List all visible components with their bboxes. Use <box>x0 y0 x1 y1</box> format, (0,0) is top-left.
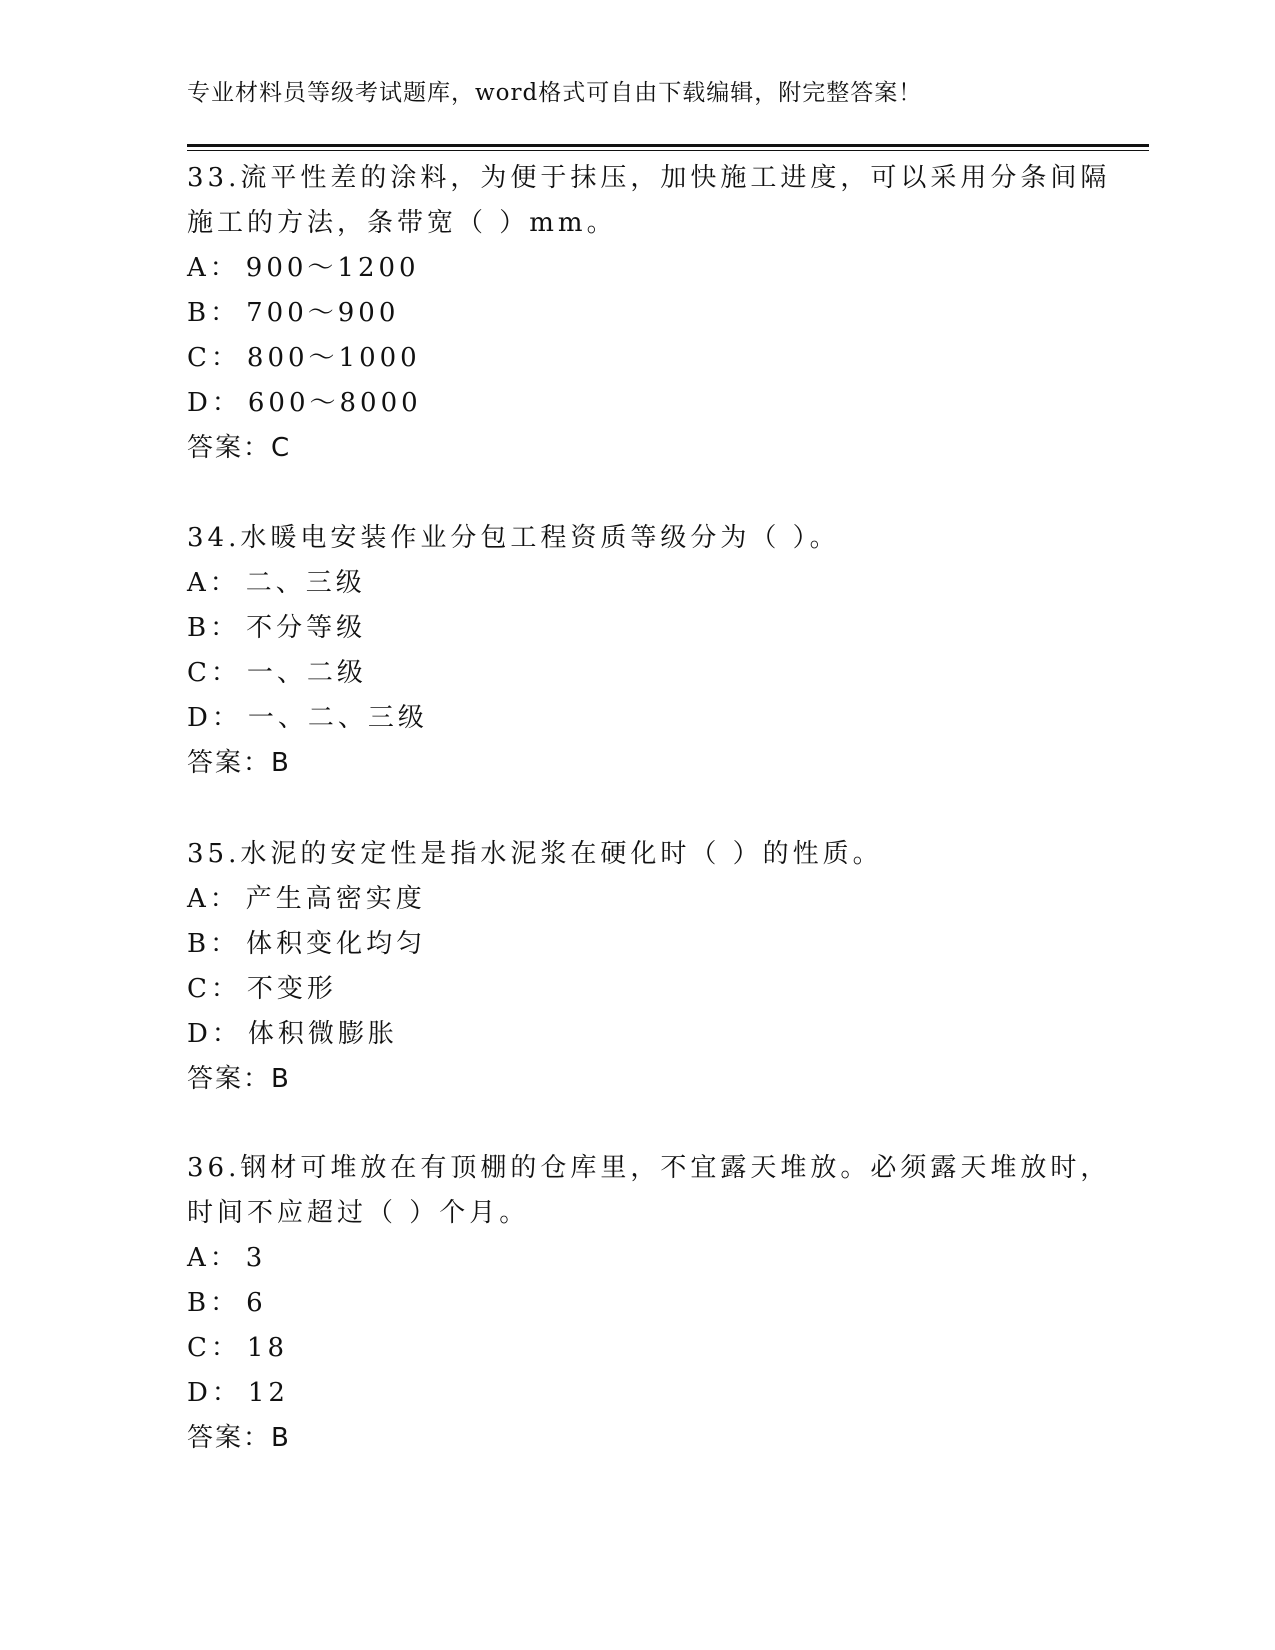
option-letter: A： <box>187 1243 240 1273</box>
option-text: 体积微膨胀 <box>247 1019 398 1049</box>
question-stem-line: 34.水暖电安装作业分包工程资质等级分为（ ）。 <box>187 523 840 553</box>
option-letter: D： <box>187 1019 242 1049</box>
option-c <box>187 967 1087 1012</box>
option-b <box>187 922 1087 967</box>
option-text: 二、三级 <box>245 568 366 598</box>
option-text: 体积变化均匀 <box>246 929 427 959</box>
option-letter: A： <box>187 253 240 283</box>
option-letter: B： <box>187 613 241 643</box>
option-a <box>187 246 1087 291</box>
option-a <box>187 1236 1087 1281</box>
option-letter: B： <box>187 298 241 328</box>
option-text: 900～1200 <box>245 253 420 283</box>
option-letter: A： <box>187 884 240 914</box>
option-a <box>187 561 1087 606</box>
question-stem-line: 36.钢材可堆放在有顶棚的仓库里，不宜露天堆放。必须露天堆放时， <box>187 1153 1111 1183</box>
option-c <box>187 1326 1087 1371</box>
option-letter: D： <box>187 703 242 733</box>
option-letter: C： <box>187 658 241 688</box>
option-b <box>187 1281 1087 1326</box>
page-header: 专业材料员等级考试题库，word格式可自由下载编辑，附完整答案！ <box>187 80 923 106</box>
option-letter: C： <box>187 1333 241 1363</box>
option-c <box>187 651 1087 696</box>
option-text: 一、二级 <box>246 658 367 688</box>
option-letter: D： <box>187 388 242 418</box>
option-c <box>187 336 1087 381</box>
question-33 <box>187 156 1111 471</box>
answer-line: 答案：B <box>187 748 291 778</box>
option-a <box>187 877 1087 922</box>
option-text: 一、二、三级 <box>247 703 428 733</box>
question-36 <box>187 1146 1111 1461</box>
option-d <box>187 1371 1087 1416</box>
option-letter: D： <box>187 1378 242 1408</box>
option-d <box>187 381 1087 426</box>
question-34 <box>187 516 1087 786</box>
header-rule-thick <box>187 144 1149 147</box>
option-text: 800～1000 <box>246 343 421 373</box>
question-35 <box>187 832 1087 1102</box>
option-text: 3 <box>245 1243 267 1273</box>
question-stem-line: 施工的方法，条带宽（ ）mm。 <box>187 208 617 238</box>
option-letter: C： <box>187 974 241 1004</box>
option-text: 6 <box>246 1288 267 1318</box>
option-letter: B： <box>187 929 241 959</box>
option-text: 不变形 <box>246 974 337 1004</box>
answer-line: 答案：C <box>187 433 292 463</box>
header-rule-thin <box>187 150 1149 151</box>
question-stem-line: 35.水泥的安定性是指水泥浆在硬化时（ ）的性质。 <box>187 839 883 869</box>
option-text: 700～900 <box>246 298 400 328</box>
option-text: 产生高密实度 <box>245 884 426 914</box>
option-letter: B： <box>187 1288 241 1318</box>
option-text: 600～8000 <box>247 388 422 418</box>
option-text: 18 <box>246 1333 288 1363</box>
option-letter: C： <box>187 343 241 373</box>
option-b <box>187 291 1087 336</box>
option-text: 不分等级 <box>246 613 367 643</box>
answer-line: 答案：B <box>187 1064 291 1094</box>
option-text: 12 <box>247 1378 289 1408</box>
option-letter: A： <box>187 568 240 598</box>
question-stem-line: 时间不应超过（ ）个月。 <box>187 1198 530 1228</box>
question-stem-line: 33.流平性差的涂料，为便于抹压，加快施工进度，可以采用分条间隔 <box>187 163 1111 193</box>
answer-line: 答案：B <box>187 1423 291 1453</box>
option-b <box>187 606 1087 651</box>
option-d <box>187 1012 1087 1057</box>
option-d <box>187 696 1087 741</box>
